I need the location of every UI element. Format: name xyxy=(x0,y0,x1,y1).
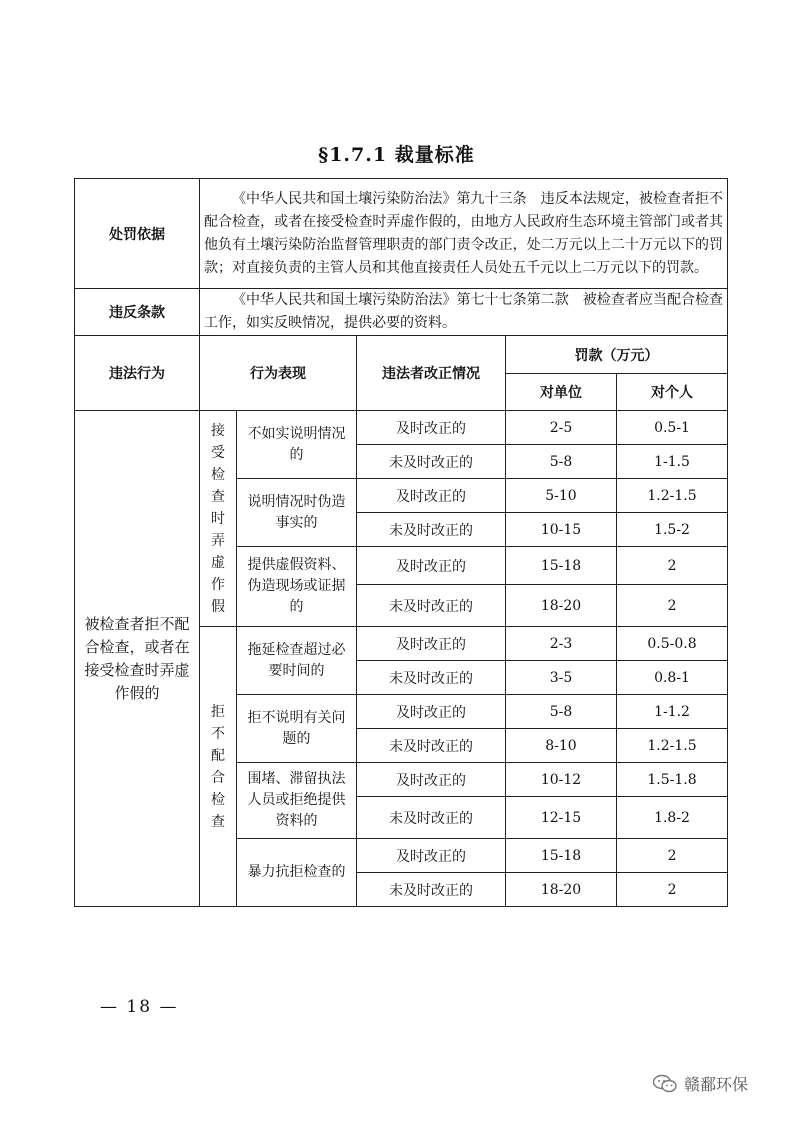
page-number: — 18 — xyxy=(100,997,179,1017)
correction-cell: 及时改正的 xyxy=(357,627,506,661)
penalty-table-body xyxy=(75,179,728,907)
correction-cell: 未及时改正的 xyxy=(357,797,506,839)
correction-cell: 及时改正的 xyxy=(357,839,506,873)
correction-cell: 及时改正的 xyxy=(357,547,506,585)
header-row-1 xyxy=(75,336,728,374)
watermark-text: 赣鄱环保 xyxy=(684,1075,749,1094)
unit-cell: 18-20 xyxy=(506,585,617,627)
category-char: 时 xyxy=(211,510,225,527)
category-char: 配 xyxy=(211,747,225,764)
individual-cell: 0.5-0.8 xyxy=(617,627,728,661)
behavior-cell: 围堵、滞留执法人员或拒绝提供资料的 xyxy=(237,763,357,839)
correction-cell: 及时改正的 xyxy=(357,763,506,797)
category-label xyxy=(200,627,237,907)
category-char: 受 xyxy=(211,444,225,461)
clause-text: 《中华人民共和国土壤污染防治法》第七十七条第二款 被检查者应当配合检查工作，如实反映情况，提供必要的资料。 xyxy=(200,289,728,336)
clause-row xyxy=(75,289,728,336)
correction-cell: 及时改正的 xyxy=(357,479,506,513)
unit-cell: 5-10 xyxy=(506,479,617,513)
clause-label: 违反条款 xyxy=(75,289,200,336)
behavior-cell: 说明情况时伪造事实的 xyxy=(237,479,357,547)
correction-cell: 未及时改正的 xyxy=(357,661,506,695)
correction-cell: 未及时改正的 xyxy=(357,513,506,547)
unit-cell: 10-15 xyxy=(506,513,617,547)
correction-header: 违法者改正情况 xyxy=(357,336,506,411)
behavior-cell: 拒不说明有关问题的 xyxy=(237,695,357,763)
behavior-cell: 提供虚假资料、伪造现场或证据的 xyxy=(237,547,357,627)
basis-row xyxy=(75,179,728,289)
individual-cell: 1-1.5 xyxy=(617,445,728,479)
unit-cell: 2-3 xyxy=(506,627,617,661)
individual-header: 对个人 xyxy=(617,374,728,411)
category-char: 合 xyxy=(211,769,225,786)
individual-cell: 2 xyxy=(617,585,728,627)
individual-cell: 1.2-1.5 xyxy=(617,729,728,763)
correction-cell: 及时改正的 xyxy=(357,695,506,729)
unit-cell: 2-5 xyxy=(506,411,617,445)
basis-text: 《中华人民共和国土壤污染防治法》第九十三条 违反本法规定，被检查者拒不配合检查，或者在接受检查时弄虚作假的，由地方人民政府生态环境主管部门或者其他负有土壤污染防治监督管理职责的部门责令改正，处二万元以上二十万元以下的罚款；对直接负责的主管人员和其他直接责任人员处五千元以上二万元以下的罚款。 xyxy=(200,179,728,289)
unit-cell: 8-10 xyxy=(506,729,617,763)
violation-description: 被检查者拒不配合检查，或者在接受检查时弄虚作假的 xyxy=(75,411,200,907)
category-char: 检 xyxy=(211,466,225,483)
behavior-cell: 不如实说明情况的 xyxy=(237,411,357,479)
correction-cell: 及时改正的 xyxy=(357,411,506,445)
unit-cell: 15-18 xyxy=(506,547,617,585)
individual-cell: 2 xyxy=(617,873,728,907)
individual-cell: 1.2-1.5 xyxy=(617,479,728,513)
section-title: §1.7.1 裁量标准 xyxy=(318,144,475,166)
category-char: 拒 xyxy=(211,703,225,720)
behavior-cell: 暴力抗拒检查的 xyxy=(237,839,357,907)
category-char: 假 xyxy=(211,598,225,615)
correction-cell: 未及时改正的 xyxy=(357,729,506,763)
unit-cell: 3-5 xyxy=(506,661,617,695)
category-char: 不 xyxy=(211,725,225,742)
unit-cell: 5-8 xyxy=(506,445,617,479)
unit-cell: 12-15 xyxy=(506,797,617,839)
category-char: 接 xyxy=(211,422,225,439)
behavior-cell: 拖延检查超过必要时间的 xyxy=(237,627,357,695)
watermark xyxy=(652,1072,748,1095)
individual-cell: 0.5-1 xyxy=(617,411,728,445)
fine-header: 罚款（万元） xyxy=(506,336,728,374)
category-char: 弄 xyxy=(211,532,225,549)
behavior-header: 行为表现 xyxy=(200,336,357,411)
individual-cell: 1.5-2 xyxy=(617,513,728,547)
category-char: 检 xyxy=(211,791,225,808)
unit-cell: 10-12 xyxy=(506,763,617,797)
individual-cell: 1.8-2 xyxy=(617,797,728,839)
category-char: 查 xyxy=(211,813,225,830)
unit-header: 对单位 xyxy=(506,374,617,411)
penalty-table xyxy=(74,178,728,907)
category-char: 虚 xyxy=(211,554,225,571)
individual-cell: 1-1.2 xyxy=(617,695,728,729)
correction-cell: 未及时改正的 xyxy=(357,873,506,907)
individual-cell: 0.8-1 xyxy=(617,661,728,695)
category-label xyxy=(200,411,237,627)
correction-cell: 未及时改正的 xyxy=(357,585,506,627)
wechat-icon xyxy=(652,1074,678,1094)
category-char: 作 xyxy=(211,576,225,593)
violation-header: 违法行为 xyxy=(75,336,200,411)
table-row xyxy=(75,411,728,445)
individual-cell: 1.5-1.8 xyxy=(617,763,728,797)
unit-cell: 5-8 xyxy=(506,695,617,729)
unit-cell: 18-20 xyxy=(506,873,617,907)
individual-cell: 2 xyxy=(617,547,728,585)
category-char: 查 xyxy=(211,488,225,505)
individual-cell: 2 xyxy=(617,839,728,873)
correction-cell: 未及时改正的 xyxy=(357,445,506,479)
basis-label: 处罚依据 xyxy=(75,179,200,289)
unit-cell: 15-18 xyxy=(506,839,617,873)
